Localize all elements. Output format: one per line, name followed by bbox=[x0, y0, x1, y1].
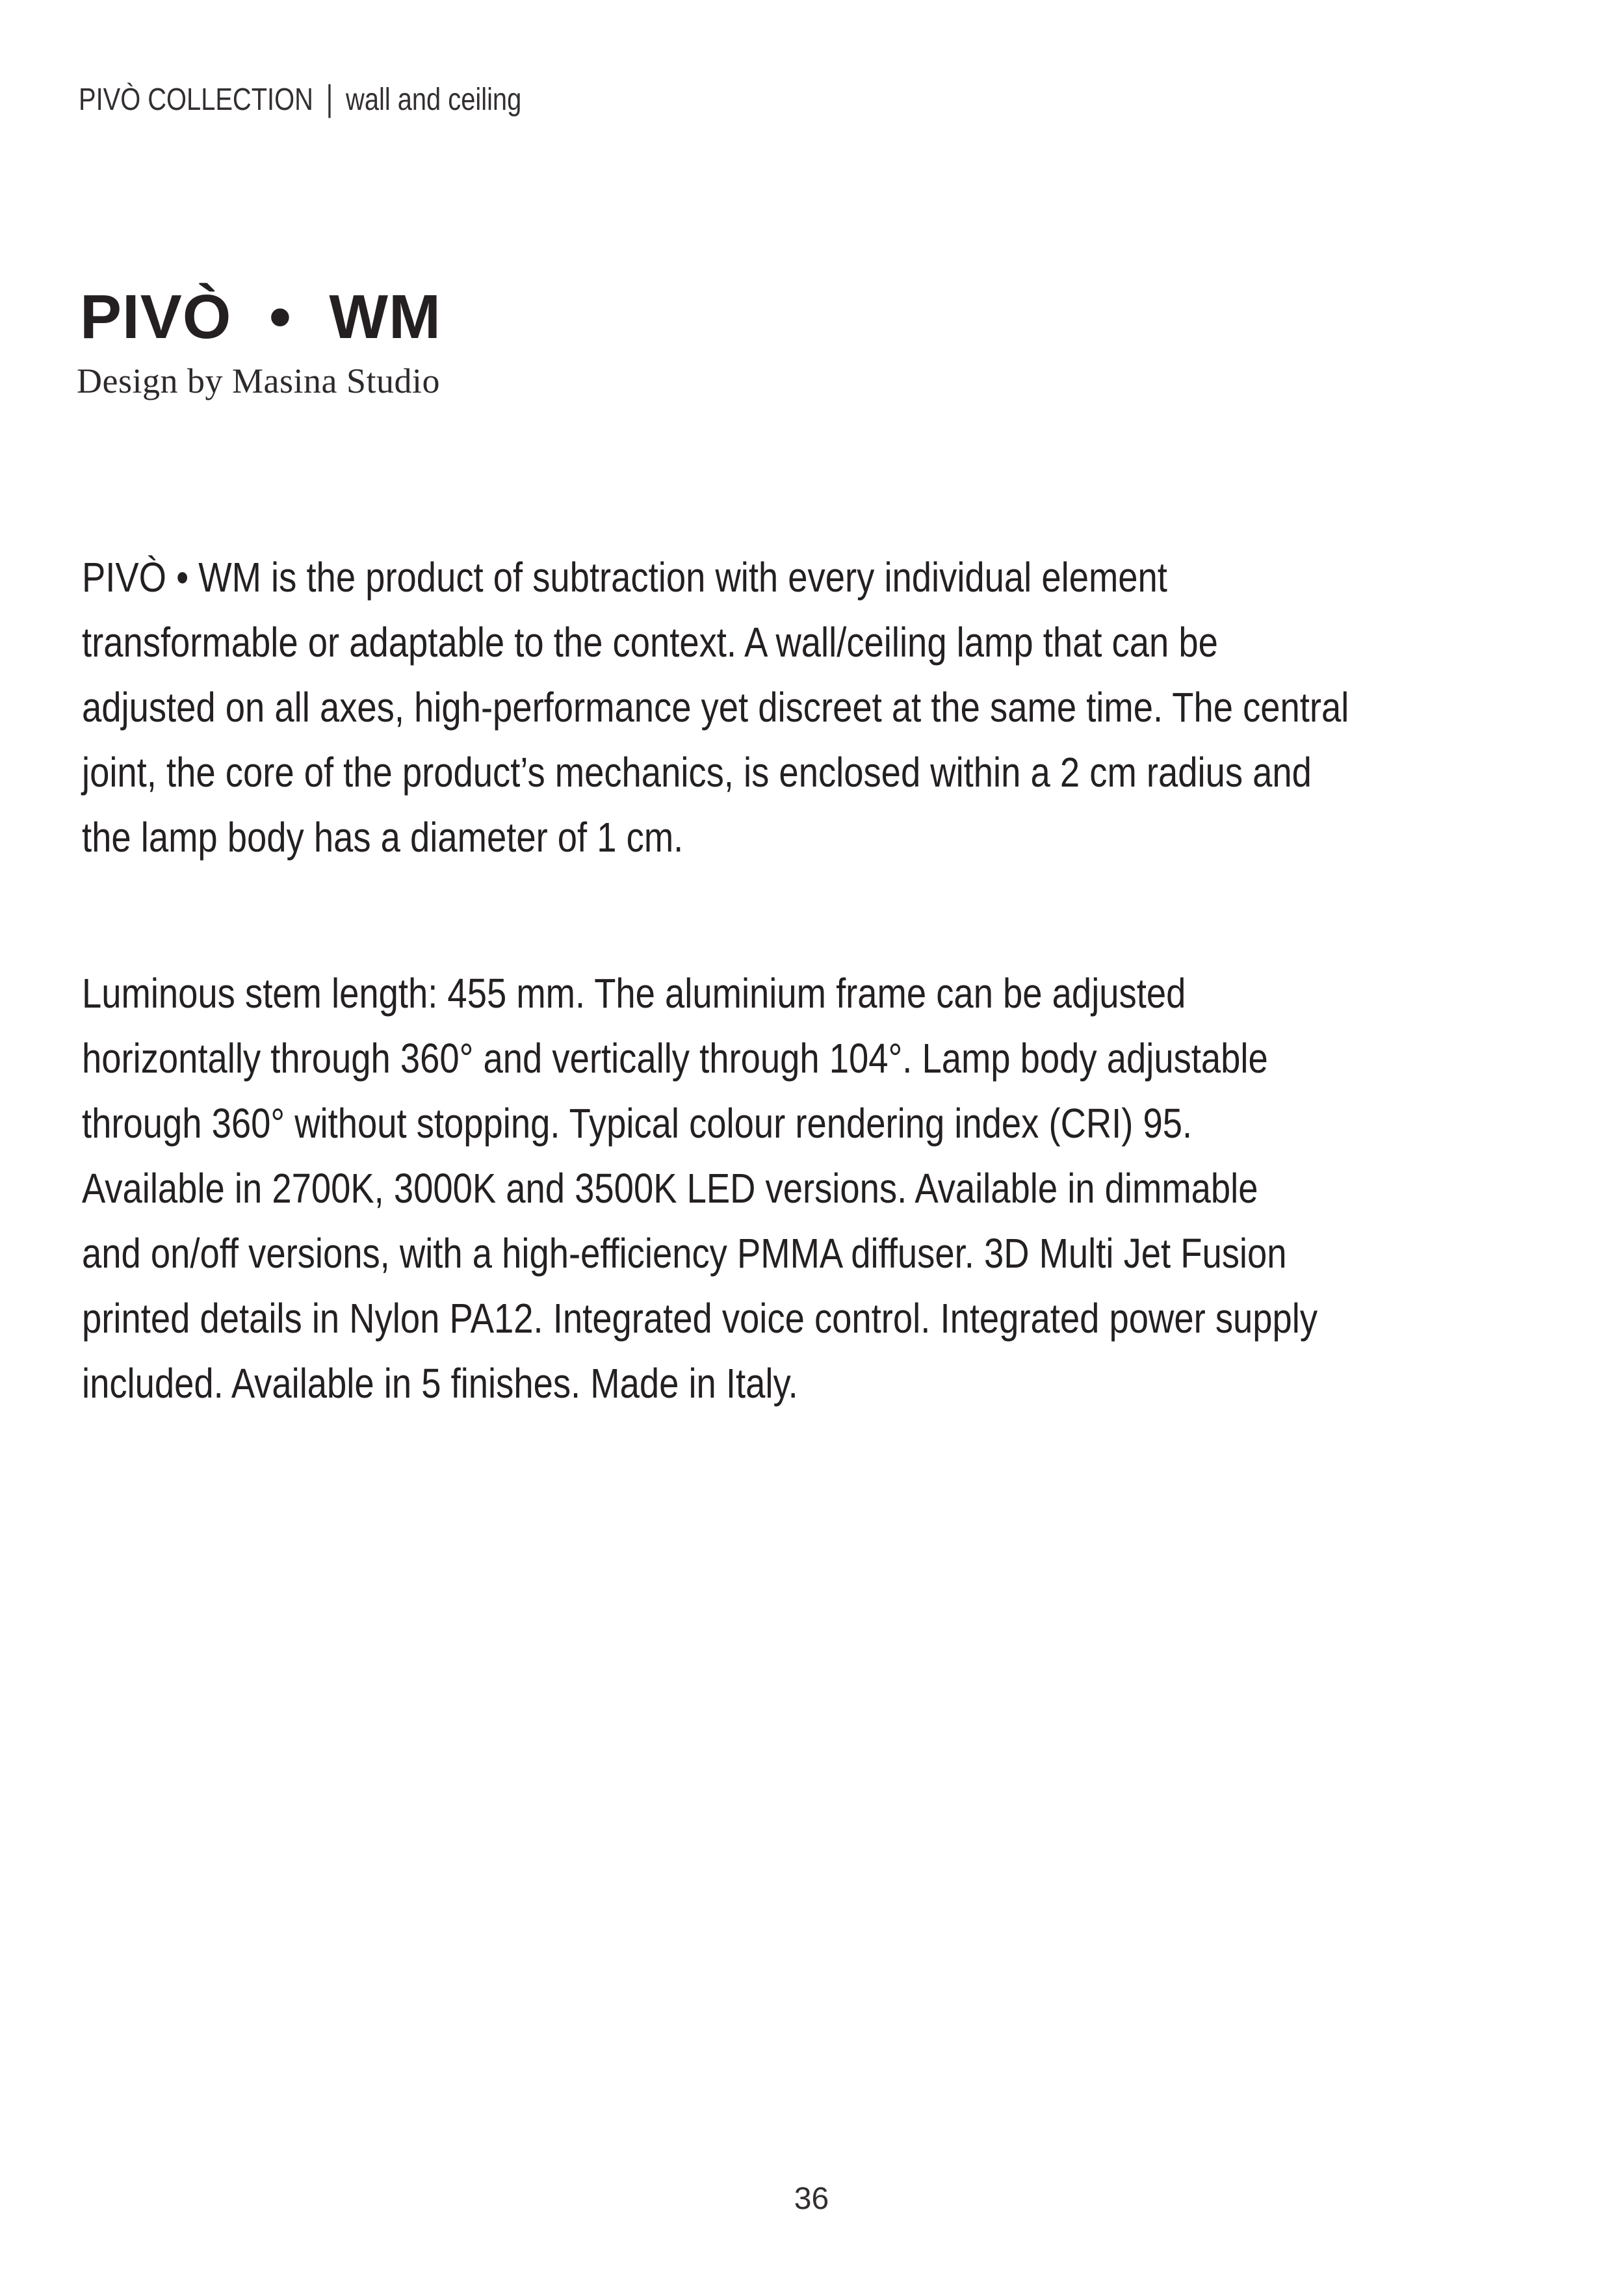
text-line: through 360° without stopping. Typical colour rendering index (CRI) 95. bbox=[82, 1100, 1193, 1147]
text-line: Luminous stem length: 455 mm. The aluminium frame can be adjusted bbox=[82, 970, 1186, 1017]
text-line: PIVÒ • WM is the product of subtraction with every individual element bbox=[82, 554, 1167, 601]
text-line: included. Available in 5 finishes. Made in Italy. bbox=[82, 1360, 798, 1407]
text-line: transformable or adaptable to the context. A wall/ceiling lamp that can be bbox=[82, 619, 1218, 666]
header-divider: | bbox=[326, 79, 333, 119]
text-line: joint, the core of the product’s mechanics, is enclosed within a 2 cm radius and bbox=[82, 749, 1312, 796]
collection-category: wall and ceiling bbox=[346, 83, 522, 117]
product-description bbox=[82, 545, 1518, 1416]
page-number: 36 bbox=[794, 2182, 829, 2216]
page-header bbox=[79, 79, 522, 119]
designer-credit: Design by Masina Studio bbox=[77, 361, 440, 400]
text-line: and on/off versions, with a high-efficiency PMMA diffuser. 3D Multi Jet Fusion bbox=[82, 1230, 1287, 1277]
collection-name: PIVÒ COLLECTION bbox=[79, 83, 313, 117]
text-line: Available in 2700K, 3000K and 3500K LED versions. Available in dimmable bbox=[82, 1165, 1258, 1212]
description-paragraph-2 bbox=[82, 961, 1518, 1416]
text-line: the lamp body has a diameter of 1 cm. bbox=[82, 814, 684, 861]
description-paragraph-1 bbox=[82, 545, 1518, 870]
product-title: PIVÒ • WM bbox=[80, 282, 441, 352]
page-footer bbox=[0, 2184, 1623, 2215]
text-line: printed details in Nylon PA12. Integrated voice control. Integrated power supply bbox=[82, 1295, 1318, 1342]
text-line: adjusted on all axes, high-performance yet discreet at the same time. The central bbox=[82, 684, 1349, 731]
text-line: horizontally through 360° and vertically through 104°. Lamp body adjustable bbox=[82, 1035, 1268, 1082]
